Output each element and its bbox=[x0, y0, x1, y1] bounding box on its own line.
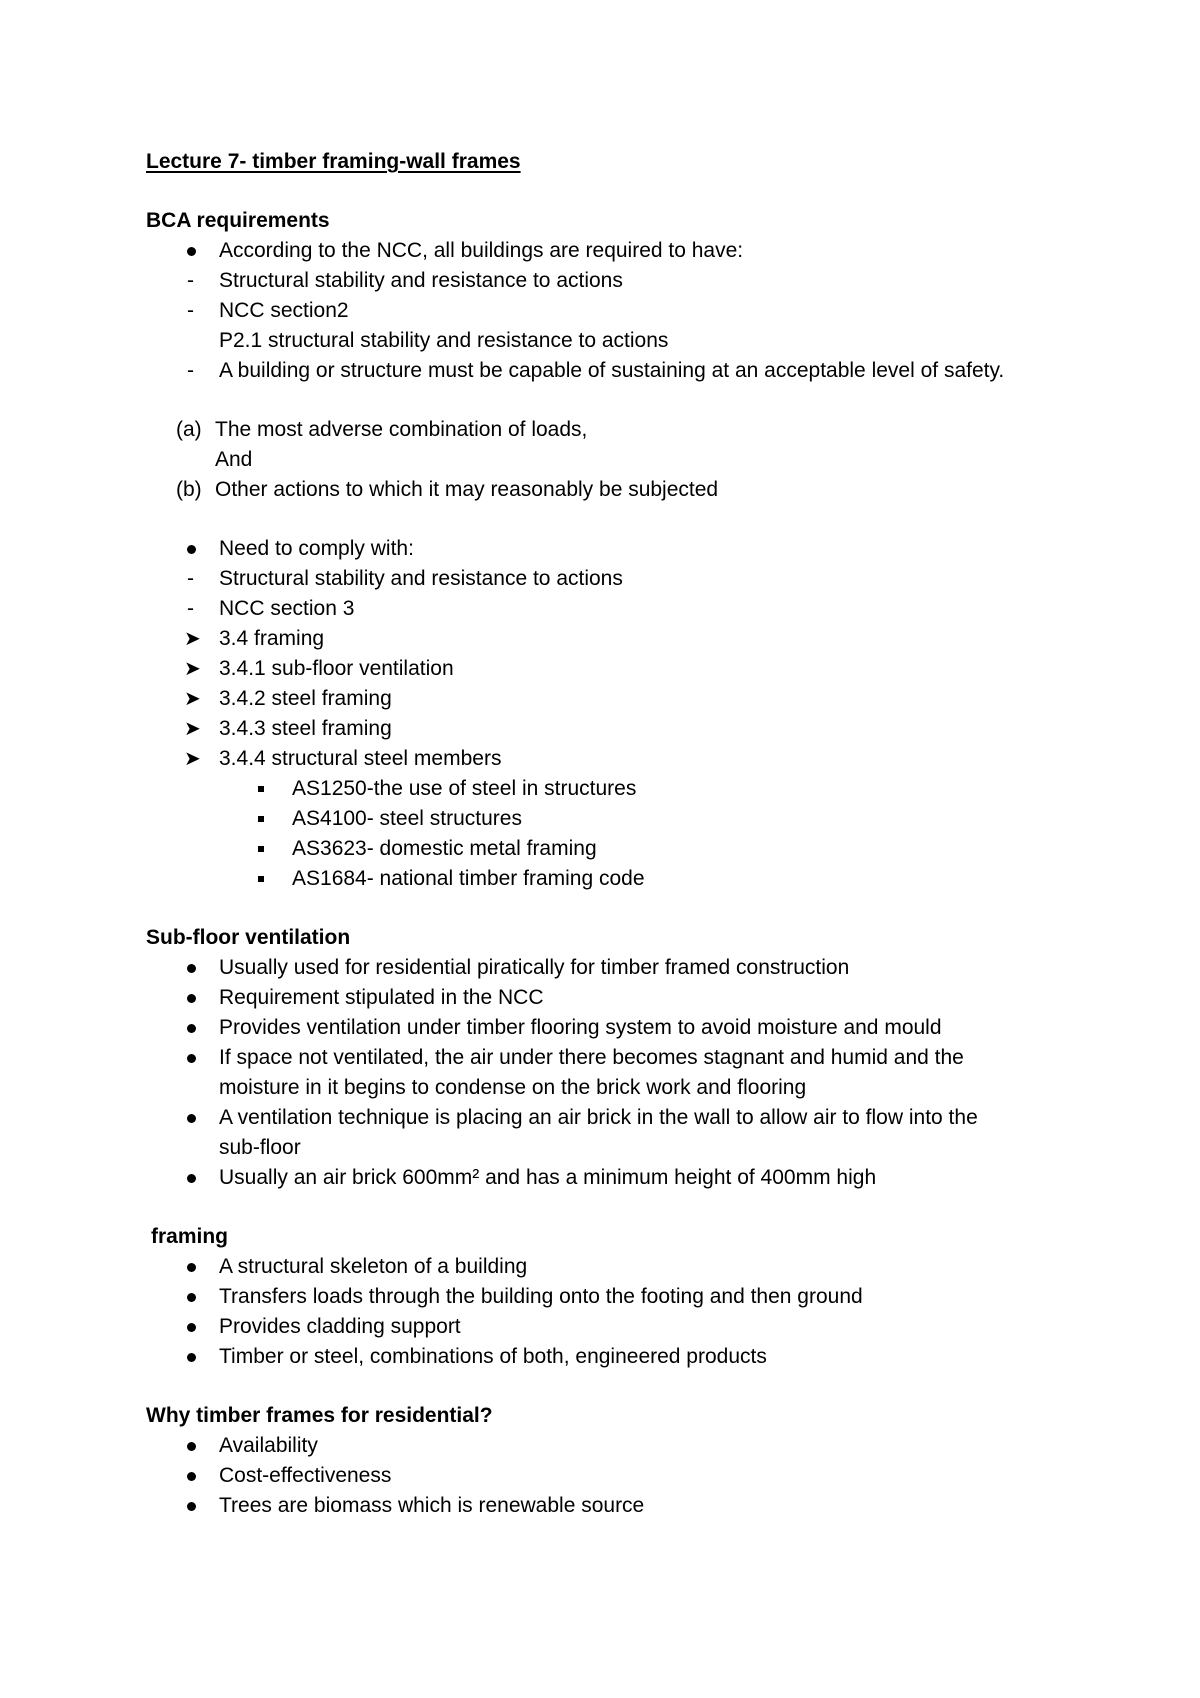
bullet-icon bbox=[187, 1114, 196, 1123]
bullet-text: Provides cladding support bbox=[219, 1315, 461, 1338]
bullet-text: Usually used for residential piratically for timber framed construction bbox=[219, 956, 850, 979]
dash-text: NCC section2 bbox=[219, 299, 349, 322]
bullet-icon bbox=[187, 1472, 196, 1481]
bullet-icon bbox=[187, 994, 196, 1003]
bullet-icon bbox=[187, 545, 196, 554]
item-text: Other actions to which it may reasonably be subjected bbox=[215, 478, 719, 501]
bullet-icon bbox=[187, 1054, 196, 1063]
section-heading-bca: BCA requirements bbox=[146, 209, 330, 232]
bullet-text: Provides ventilation under timber flooring system to avoid moisture and mould bbox=[219, 1016, 942, 1039]
item-label: (a) bbox=[176, 418, 202, 441]
dash-text: Structural stability and resistance to actions bbox=[219, 567, 623, 590]
section-heading-why-timber: Why timber frames for residential? bbox=[146, 1404, 493, 1427]
dash-marker: - bbox=[187, 299, 194, 322]
bullet-text: A structural skeleton of a building bbox=[219, 1255, 528, 1278]
bullet-icon bbox=[187, 964, 196, 973]
section-heading-framing: framing bbox=[151, 1225, 229, 1248]
bullet-text: Need to comply with: bbox=[219, 537, 414, 560]
bullet-icon bbox=[187, 1502, 196, 1511]
item-label: (b) bbox=[176, 478, 202, 501]
square-text: AS3623- domestic metal framing bbox=[292, 837, 597, 860]
square-bullet-icon bbox=[258, 846, 264, 852]
dash-text: Structural stability and resistance to actions bbox=[219, 269, 623, 292]
arrow-bullet-icon: ➤ bbox=[184, 658, 201, 680]
bullet-text: moisture in it begins to condense on the brick work and flooring bbox=[219, 1076, 807, 1099]
section-heading-subfloor: Sub-floor ventilation bbox=[146, 926, 351, 949]
square-bullet-icon bbox=[258, 816, 264, 822]
square-text: AS1684- national timber framing code bbox=[292, 867, 645, 890]
dash-text: P2.1 structural stability and resistance to actions bbox=[219, 329, 669, 352]
dash-marker: - bbox=[187, 269, 194, 292]
dash-marker: - bbox=[187, 567, 194, 590]
arrow-text: 3.4.1 sub-floor ventilation bbox=[219, 657, 454, 680]
bullet-icon bbox=[187, 1174, 196, 1183]
bullet-text: Transfers loads through the building onto the footing and then ground bbox=[219, 1285, 863, 1308]
dash-marker: - bbox=[187, 359, 194, 382]
document-title: Lecture 7- timber framing-wall frames bbox=[146, 150, 521, 173]
bullet-text: Trees are biomass which is renewable source bbox=[219, 1494, 645, 1517]
arrow-bullet-icon: ➤ bbox=[184, 688, 201, 710]
square-bullet-icon bbox=[258, 876, 264, 882]
bullet-text: Cost-effectiveness bbox=[219, 1464, 392, 1487]
arrow-bullet-icon: ➤ bbox=[184, 748, 201, 770]
arrow-bullet-icon: ➤ bbox=[184, 718, 201, 740]
dash-text: NCC section 3 bbox=[219, 597, 355, 620]
arrow-text: 3.4.4 structural steel members bbox=[219, 747, 502, 770]
arrow-text: 3.4.2 steel framing bbox=[219, 687, 392, 710]
bullet-text: If space not ventilated, the air under there becomes stagnant and humid and the bbox=[219, 1046, 964, 1069]
bullet-icon bbox=[187, 1353, 196, 1362]
arrow-text: 3.4 framing bbox=[219, 627, 325, 650]
bullet-text: Usually an air brick 600mm² and has a minimum height of 400mm high bbox=[219, 1166, 877, 1189]
bullet-text: Requirement stipulated in the NCC bbox=[219, 986, 544, 1009]
square-bullet-icon bbox=[258, 786, 264, 792]
square-text: AS4100- steel structures bbox=[292, 807, 522, 830]
bullet-icon bbox=[187, 1442, 196, 1451]
square-text: AS1250-the use of steel in structures bbox=[292, 777, 637, 800]
bullet-text: Timber or steel, combinations of both, engineered products bbox=[219, 1345, 767, 1368]
bullet-icon bbox=[187, 1323, 196, 1332]
bullet-icon bbox=[187, 1024, 196, 1033]
dash-marker: - bbox=[187, 597, 194, 620]
item-text: The most adverse combination of loads, bbox=[215, 418, 588, 441]
item-text: And bbox=[215, 448, 253, 471]
bullet-text: Availability bbox=[219, 1434, 318, 1457]
bullet-text: According to the NCC, all buildings are required to have: bbox=[219, 239, 744, 262]
arrow-text: 3.4.3 steel framing bbox=[219, 717, 392, 740]
bullet-text: A ventilation technique is placing an air brick in the wall to allow air to flow into the bbox=[219, 1106, 978, 1129]
bullet-icon bbox=[187, 1293, 196, 1302]
bullet-text: sub-floor bbox=[219, 1136, 301, 1159]
bullet-icon bbox=[187, 247, 196, 256]
arrow-bullet-icon: ➤ bbox=[184, 628, 201, 650]
dash-text: A building or structure must be capable of sustaining at an acceptable level of safety. bbox=[219, 359, 1005, 382]
bullet-icon bbox=[187, 1263, 196, 1272]
